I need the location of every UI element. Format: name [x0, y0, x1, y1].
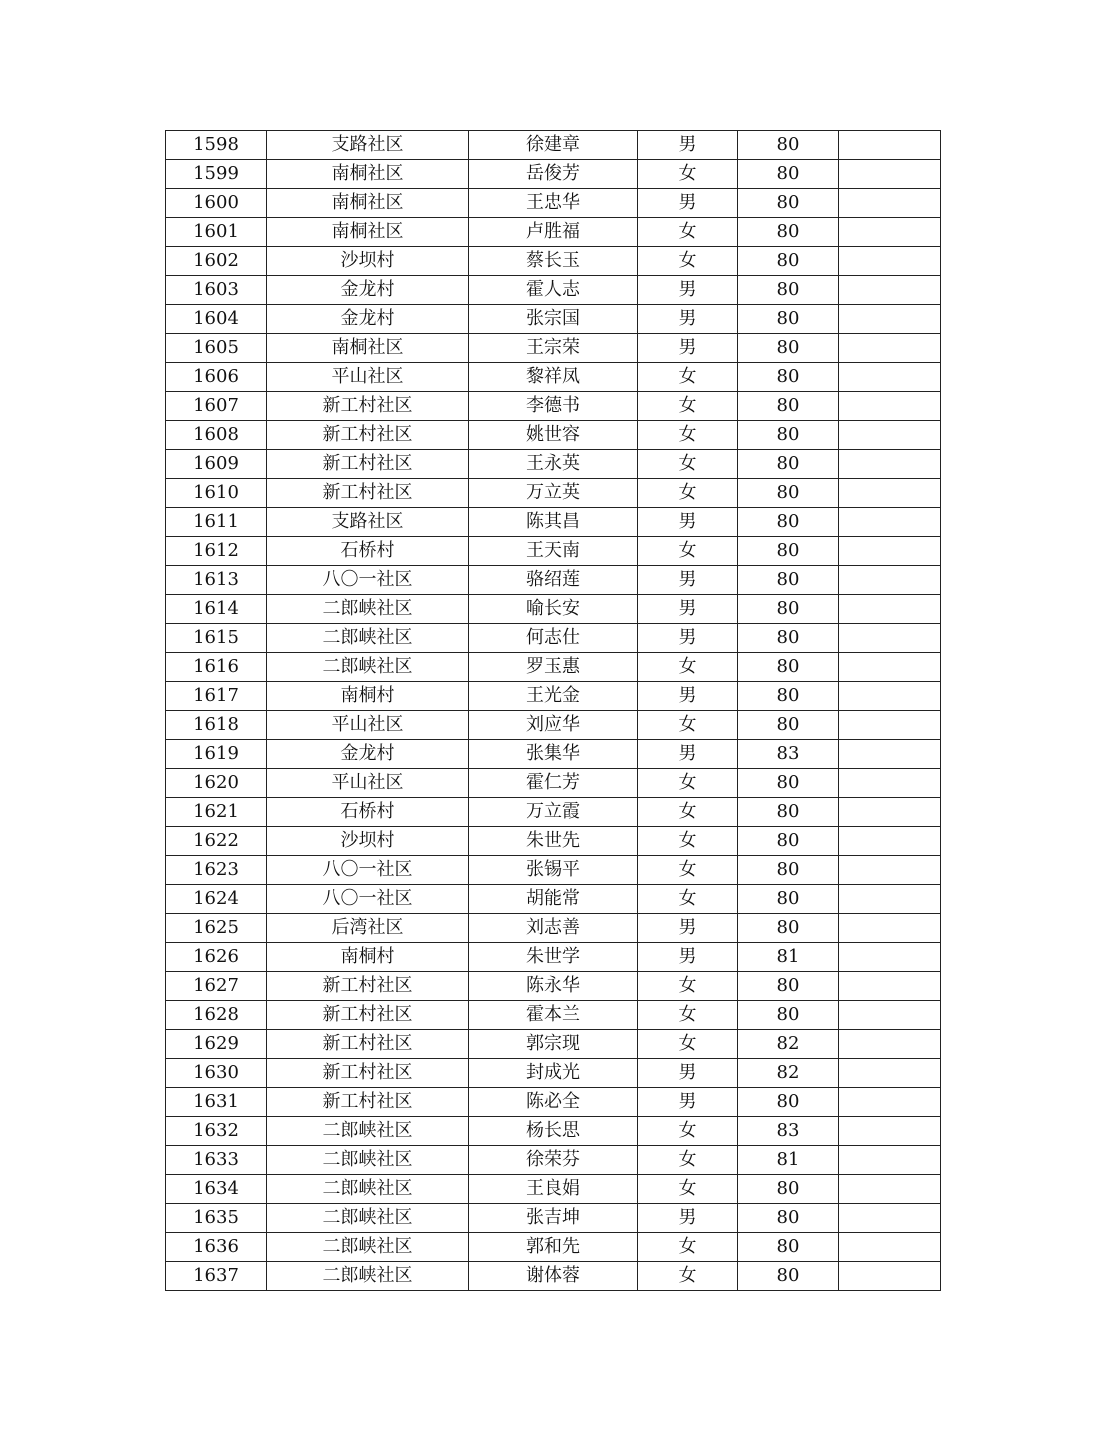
cell-name: 罗玉惠: [469, 653, 638, 682]
cell-serial-number: 1616: [166, 653, 267, 682]
cell-community: 后湾社区: [267, 914, 469, 943]
cell-name: 徐荣芬: [469, 1146, 638, 1175]
cell-community: 南桐社区: [267, 334, 469, 363]
table-row: [166, 827, 941, 856]
table-row: [166, 972, 941, 1001]
cell-serial-number: 1613: [166, 566, 267, 595]
table-row: [166, 624, 941, 653]
cell-serial-number: 1610: [166, 479, 267, 508]
cell-gender: 男: [638, 566, 738, 595]
cell-serial-number: 1614: [166, 595, 267, 624]
cell-gender: 女: [638, 1146, 738, 1175]
cell-serial-number: 1620: [166, 769, 267, 798]
cell-community: 八〇一社区: [267, 856, 469, 885]
cell-name: 封成光: [469, 1059, 638, 1088]
cell-community: 南桐村: [267, 682, 469, 711]
cell-serial-number: 1625: [166, 914, 267, 943]
cell-gender: 女: [638, 1262, 738, 1291]
cell-age: 81: [738, 1146, 839, 1175]
cell-age: 80: [738, 1233, 839, 1262]
cell-note: [839, 711, 941, 740]
cell-serial-number: 1600: [166, 189, 267, 218]
cell-serial-number: 1624: [166, 885, 267, 914]
cell-gender: 女: [638, 769, 738, 798]
cell-gender: 男: [638, 682, 738, 711]
table-row: [166, 247, 941, 276]
cell-serial-number: 1635: [166, 1204, 267, 1233]
cell-note: [839, 1059, 941, 1088]
cell-serial-number: 1603: [166, 276, 267, 305]
cell-note: [839, 595, 941, 624]
cell-community: 二郎峡社区: [267, 1146, 469, 1175]
cell-age: 80: [738, 334, 839, 363]
cell-age: 80: [738, 479, 839, 508]
cell-name: 王光金: [469, 682, 638, 711]
cell-age: 80: [738, 537, 839, 566]
cell-name: 王宗荣: [469, 334, 638, 363]
cell-note: [839, 131, 941, 160]
table-row: [166, 131, 941, 160]
cell-serial-number: 1611: [166, 508, 267, 537]
table-row: [166, 1204, 941, 1233]
cell-community: 二郎峡社区: [267, 1262, 469, 1291]
cell-note: [839, 624, 941, 653]
cell-note: [839, 450, 941, 479]
cell-note: [839, 769, 941, 798]
cell-note: [839, 537, 941, 566]
cell-serial-number: 1633: [166, 1146, 267, 1175]
cell-name: 黎祥凤: [469, 363, 638, 392]
cell-note: [839, 1262, 941, 1291]
cell-serial-number: 1607: [166, 392, 267, 421]
cell-serial-number: 1598: [166, 131, 267, 160]
cell-serial-number: 1606: [166, 363, 267, 392]
table-row: [166, 943, 941, 972]
cell-serial-number: 1626: [166, 943, 267, 972]
cell-age: 80: [738, 218, 839, 247]
cell-community: 金龙村: [267, 740, 469, 769]
cell-community: 新工村社区: [267, 1088, 469, 1117]
cell-note: [839, 508, 941, 537]
cell-serial-number: 1604: [166, 305, 267, 334]
cell-note: [839, 218, 941, 247]
cell-community: 支路社区: [267, 131, 469, 160]
cell-serial-number: 1605: [166, 334, 267, 363]
cell-age: 80: [738, 160, 839, 189]
table-row: [166, 305, 941, 334]
table-row: [166, 1030, 941, 1059]
cell-community: 新工村社区: [267, 1030, 469, 1059]
cell-community: 平山社区: [267, 363, 469, 392]
table-row: [166, 1088, 941, 1117]
cell-community: 二郎峡社区: [267, 1117, 469, 1146]
cell-gender: 男: [638, 334, 738, 363]
cell-name: 陈必全: [469, 1088, 638, 1117]
cell-age: 80: [738, 914, 839, 943]
cell-gender: 女: [638, 711, 738, 740]
cell-age: 80: [738, 363, 839, 392]
cell-note: [839, 1030, 941, 1059]
cell-community: 新工村社区: [267, 1001, 469, 1030]
cell-name: 万立英: [469, 479, 638, 508]
table-row: [166, 566, 941, 595]
cell-name: 张宗国: [469, 305, 638, 334]
cell-gender: 女: [638, 537, 738, 566]
cell-community: 南桐村: [267, 943, 469, 972]
cell-age: 80: [738, 885, 839, 914]
cell-note: [839, 1001, 941, 1030]
cell-gender: 男: [638, 914, 738, 943]
cell-name: 徐建章: [469, 131, 638, 160]
cell-community: 八〇一社区: [267, 885, 469, 914]
cell-name: 郭和先: [469, 1233, 638, 1262]
cell-name: 霍本兰: [469, 1001, 638, 1030]
cell-gender: 男: [638, 189, 738, 218]
cell-serial-number: 1602: [166, 247, 267, 276]
cell-community: 新工村社区: [267, 1059, 469, 1088]
cell-age: 80: [738, 972, 839, 1001]
cell-gender: 男: [638, 740, 738, 769]
cell-serial-number: 1622: [166, 827, 267, 856]
table-row: [166, 392, 941, 421]
cell-community: 南桐社区: [267, 160, 469, 189]
table-row: [166, 189, 941, 218]
cell-gender: 男: [638, 1204, 738, 1233]
cell-community: 沙坝村: [267, 827, 469, 856]
cell-serial-number: 1632: [166, 1117, 267, 1146]
cell-gender: 男: [638, 595, 738, 624]
table-row: [166, 421, 941, 450]
table-row: [166, 1117, 941, 1146]
cell-note: [839, 189, 941, 218]
table-row: [166, 1233, 941, 1262]
table-row: [166, 1146, 941, 1175]
cell-community: 南桐社区: [267, 218, 469, 247]
cell-gender: 女: [638, 856, 738, 885]
cell-community: 石桥村: [267, 537, 469, 566]
cell-name: 王良娟: [469, 1175, 638, 1204]
cell-note: [839, 682, 941, 711]
cell-note: [839, 566, 941, 595]
cell-age: 80: [738, 1204, 839, 1233]
cell-serial-number: 1630: [166, 1059, 267, 1088]
cell-serial-number: 1621: [166, 798, 267, 827]
cell-note: [839, 914, 941, 943]
table-row: [166, 1059, 941, 1088]
cell-community: 金龙村: [267, 276, 469, 305]
table-row: [166, 508, 941, 537]
table-row: [166, 885, 941, 914]
cell-name: 王忠华: [469, 189, 638, 218]
cell-name: 岳俊芳: [469, 160, 638, 189]
cell-community: 二郎峡社区: [267, 595, 469, 624]
cell-community: 沙坝村: [267, 247, 469, 276]
cell-community: 南桐社区: [267, 189, 469, 218]
cell-age: 80: [738, 595, 839, 624]
cell-community: 石桥村: [267, 798, 469, 827]
cell-gender: 男: [638, 624, 738, 653]
cell-note: [839, 653, 941, 682]
table-row: [166, 595, 941, 624]
cell-serial-number: 1629: [166, 1030, 267, 1059]
cell-name: 王永英: [469, 450, 638, 479]
cell-age: 83: [738, 740, 839, 769]
cell-gender: 女: [638, 450, 738, 479]
cell-note: [839, 1146, 941, 1175]
cell-gender: 女: [638, 479, 738, 508]
cell-serial-number: 1609: [166, 450, 267, 479]
cell-name: 陈其昌: [469, 508, 638, 537]
cell-note: [839, 1175, 941, 1204]
cell-serial-number: 1634: [166, 1175, 267, 1204]
table-row: [166, 682, 941, 711]
table-row: [166, 914, 941, 943]
cell-age: 80: [738, 1088, 839, 1117]
cell-age: 80: [738, 247, 839, 276]
cell-note: [839, 1088, 941, 1117]
table-row: [166, 711, 941, 740]
cell-age: 80: [738, 827, 839, 856]
cell-note: [839, 827, 941, 856]
cell-gender: 男: [638, 305, 738, 334]
cell-gender: 女: [638, 885, 738, 914]
cell-age: 80: [738, 1262, 839, 1291]
cell-age: 81: [738, 943, 839, 972]
cell-age: 80: [738, 769, 839, 798]
cell-age: 80: [738, 711, 839, 740]
cell-name: 刘应华: [469, 711, 638, 740]
table-row: [166, 653, 941, 682]
cell-note: [839, 740, 941, 769]
cell-name: 胡能常: [469, 885, 638, 914]
cell-community: 二郎峡社区: [267, 1175, 469, 1204]
cell-name: 陈永华: [469, 972, 638, 1001]
cell-gender: 男: [638, 508, 738, 537]
table-row: [166, 479, 941, 508]
cell-community: 新工村社区: [267, 972, 469, 1001]
cell-gender: 男: [638, 1059, 738, 1088]
cell-name: 骆绍莲: [469, 566, 638, 595]
cell-note: [839, 972, 941, 1001]
cell-serial-number: 1601: [166, 218, 267, 247]
cell-gender: 女: [638, 363, 738, 392]
roster-table: [165, 130, 941, 1291]
table-row: [166, 537, 941, 566]
cell-serial-number: 1608: [166, 421, 267, 450]
cell-serial-number: 1631: [166, 1088, 267, 1117]
cell-serial-number: 1617: [166, 682, 267, 711]
cell-name: 谢体蓉: [469, 1262, 638, 1291]
cell-note: [839, 885, 941, 914]
cell-serial-number: 1636: [166, 1233, 267, 1262]
table-row: [166, 1262, 941, 1291]
cell-age: 80: [738, 798, 839, 827]
cell-serial-number: 1618: [166, 711, 267, 740]
cell-age: 82: [738, 1030, 839, 1059]
cell-community: 新工村社区: [267, 392, 469, 421]
cell-community: 金龙村: [267, 305, 469, 334]
table-row: [166, 1001, 941, 1030]
cell-name: 何志仕: [469, 624, 638, 653]
cell-note: [839, 479, 941, 508]
table-row: [166, 740, 941, 769]
cell-note: [839, 421, 941, 450]
cell-community: 二郎峡社区: [267, 1204, 469, 1233]
cell-community: 二郎峡社区: [267, 1233, 469, 1262]
table-row: [166, 218, 941, 247]
cell-age: 80: [738, 276, 839, 305]
cell-gender: 女: [638, 247, 738, 276]
cell-gender: 男: [638, 943, 738, 972]
table-row: [166, 1175, 941, 1204]
cell-note: [839, 363, 941, 392]
table-row: [166, 276, 941, 305]
table-row: [166, 856, 941, 885]
table-row: [166, 798, 941, 827]
cell-community: 新工村社区: [267, 450, 469, 479]
cell-name: 郭宗现: [469, 1030, 638, 1059]
table-row: [166, 160, 941, 189]
cell-serial-number: 1637: [166, 1262, 267, 1291]
table-row: [166, 450, 941, 479]
cell-age: 80: [738, 450, 839, 479]
cell-gender: 女: [638, 218, 738, 247]
cell-gender: 女: [638, 653, 738, 682]
cell-serial-number: 1623: [166, 856, 267, 885]
cell-age: 80: [738, 856, 839, 885]
cell-age: 80: [738, 653, 839, 682]
cell-gender: 女: [638, 1233, 738, 1262]
cell-note: [839, 334, 941, 363]
cell-serial-number: 1612: [166, 537, 267, 566]
cell-age: 80: [738, 131, 839, 160]
cell-serial-number: 1599: [166, 160, 267, 189]
cell-gender: 男: [638, 131, 738, 160]
cell-age: 80: [738, 566, 839, 595]
cell-serial-number: 1619: [166, 740, 267, 769]
cell-note: [839, 160, 941, 189]
cell-community: 平山社区: [267, 711, 469, 740]
cell-note: [839, 1117, 941, 1146]
cell-age: 80: [738, 624, 839, 653]
cell-name: 朱世先: [469, 827, 638, 856]
cell-name: 喻长安: [469, 595, 638, 624]
cell-note: [839, 1204, 941, 1233]
cell-community: 新工村社区: [267, 421, 469, 450]
cell-name: 蔡长玉: [469, 247, 638, 276]
cell-name: 万立霞: [469, 798, 638, 827]
cell-gender: 女: [638, 972, 738, 1001]
cell-name: 卢胜福: [469, 218, 638, 247]
cell-name: 姚世容: [469, 421, 638, 450]
table-row: [166, 363, 941, 392]
cell-gender: 女: [638, 421, 738, 450]
cell-note: [839, 305, 941, 334]
cell-name: 王天南: [469, 537, 638, 566]
cell-age: 80: [738, 392, 839, 421]
cell-name: 张集华: [469, 740, 638, 769]
cell-age: 80: [738, 682, 839, 711]
cell-age: 80: [738, 421, 839, 450]
cell-name: 杨长思: [469, 1117, 638, 1146]
table-row: [166, 334, 941, 363]
cell-note: [839, 392, 941, 421]
cell-serial-number: 1628: [166, 1001, 267, 1030]
cell-age: 80: [738, 508, 839, 537]
cell-community: 二郎峡社区: [267, 653, 469, 682]
cell-note: [839, 856, 941, 885]
cell-age: 80: [738, 189, 839, 218]
cell-community: 八〇一社区: [267, 566, 469, 595]
cell-name: 张锡平: [469, 856, 638, 885]
roster-table-body: [166, 131, 941, 1291]
cell-age: 80: [738, 305, 839, 334]
cell-gender: 女: [638, 1175, 738, 1204]
cell-community: 支路社区: [267, 508, 469, 537]
cell-name: 刘志善: [469, 914, 638, 943]
cell-name: 张吉坤: [469, 1204, 638, 1233]
cell-gender: 男: [638, 1088, 738, 1117]
cell-name: 朱世学: [469, 943, 638, 972]
cell-age: 82: [738, 1059, 839, 1088]
cell-gender: 女: [638, 798, 738, 827]
cell-note: [839, 276, 941, 305]
table-row: [166, 769, 941, 798]
cell-note: [839, 247, 941, 276]
cell-age: 83: [738, 1117, 839, 1146]
cell-gender: 女: [638, 1030, 738, 1059]
cell-gender: 女: [638, 827, 738, 856]
cell-name: 李德书: [469, 392, 638, 421]
cell-note: [839, 943, 941, 972]
cell-note: [839, 798, 941, 827]
cell-age: 80: [738, 1175, 839, 1204]
cell-name: 霍人志: [469, 276, 638, 305]
cell-gender: 女: [638, 1117, 738, 1146]
cell-community: 平山社区: [267, 769, 469, 798]
cell-name: 霍仁芳: [469, 769, 638, 798]
cell-note: [839, 1233, 941, 1262]
cell-gender: 女: [638, 1001, 738, 1030]
cell-age: 80: [738, 1001, 839, 1030]
cell-serial-number: 1627: [166, 972, 267, 1001]
cell-serial-number: 1615: [166, 624, 267, 653]
cell-gender: 女: [638, 392, 738, 421]
cell-gender: 女: [638, 160, 738, 189]
cell-community: 新工村社区: [267, 479, 469, 508]
cell-community: 二郎峡社区: [267, 624, 469, 653]
cell-gender: 男: [638, 276, 738, 305]
